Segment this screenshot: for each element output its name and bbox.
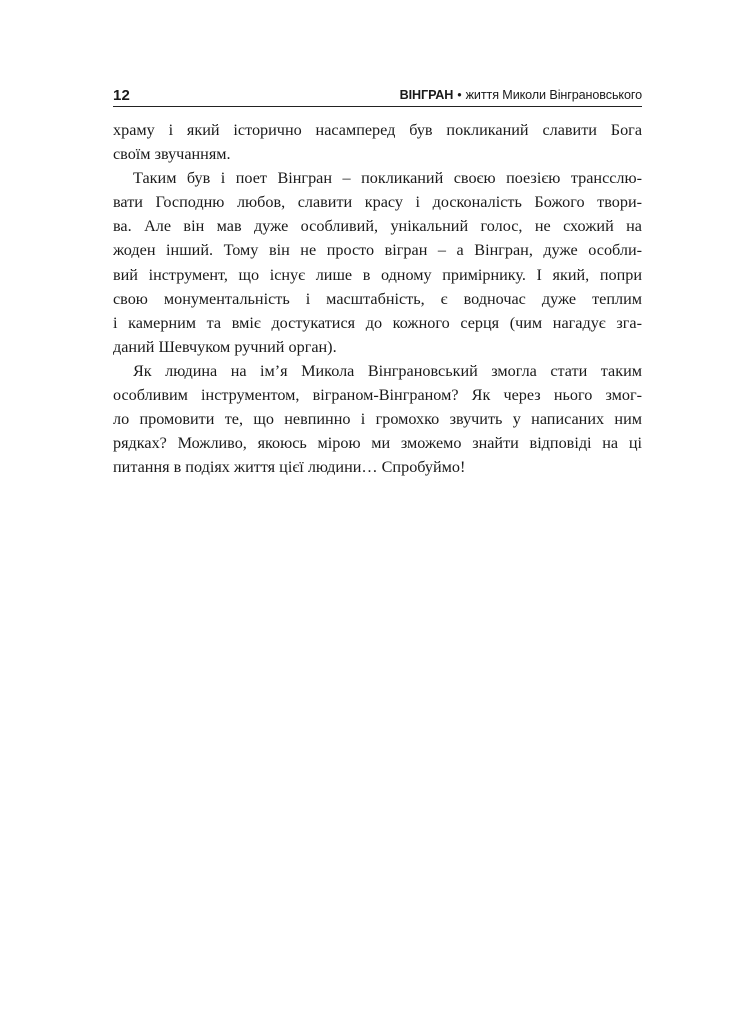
paragraph-2 [113, 166, 642, 359]
text-line: рядках? Можливо, якоюсь мірою ми зможемо знайти відповіді на ці [113, 434, 642, 453]
book-title: ВІНГРАН [399, 88, 454, 102]
text-line: ва. Але він мав дуже особливий, унікальний голос, не схожий на [113, 217, 642, 236]
book-subtitle: життя Миколи Вінграновського [465, 88, 642, 102]
page-number: 12 [113, 87, 131, 104]
text-line: свою монументальність і масштабність, є водночас дуже теплим [113, 289, 642, 308]
text-line: питання в подіях життя цієї людини… Спробуймо! [113, 458, 466, 477]
text-line: жоден інший. Тому він не просто вігран – а Вінгран, дуже особли- [113, 241, 642, 260]
text-line: вати Господню любов, славити красу і досконалість Божого твори- [113, 193, 642, 212]
text-line: особливим інструментом, віграном-Вінграном? Як через нього змог- [113, 386, 642, 405]
body-text [113, 118, 642, 479]
header-separator: • [457, 88, 462, 102]
text-line: і камерним та вміє достукатися до кожного серця (чим нагадує зга- [113, 313, 642, 332]
text-line: храму і який історично насамперед був покликаний славити Бога [113, 121, 642, 139]
text-line: Таким був і поет Вінгран – покликаний своєю поезією трансслю- [133, 169, 642, 188]
text-line: вий інструмент, що існує лише в одному примірнику. І який, попри [113, 265, 642, 284]
paragraph-3 [113, 359, 642, 479]
text-line: Як людина на ім’я Микола Вінграновський змогла стати таким [133, 361, 642, 380]
text-line: своїм звучанням. [113, 145, 231, 164]
text-line: даний Шевчуком ручний орган). [113, 337, 337, 356]
header-title-group [400, 88, 642, 102]
paragraph-1 [113, 118, 642, 166]
text-line: ло промовити те, що невпинно і громохко звучить у написаних ним [113, 410, 642, 429]
running-header [113, 80, 642, 107]
